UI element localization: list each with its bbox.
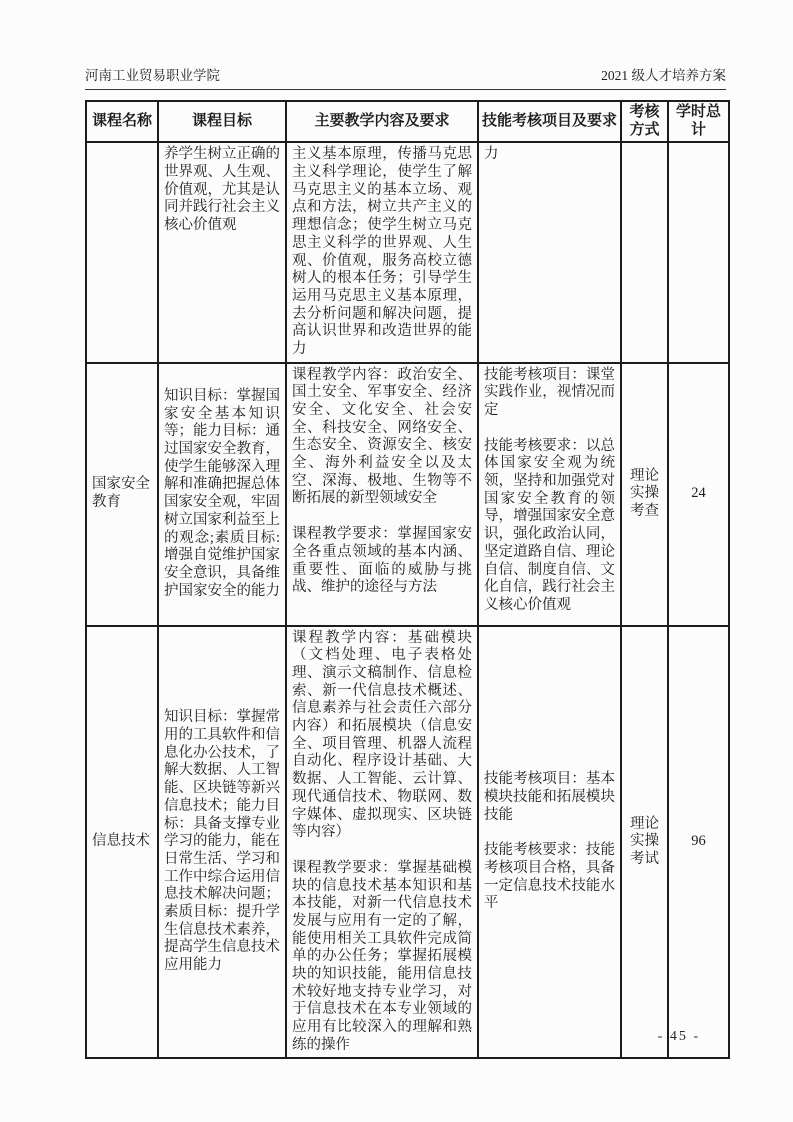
header-program-title: 2021 级人才培养方案 [601,68,726,83]
assessment-method-cell: 理论实操考试 [621,626,668,1059]
paragraph: 技能考核要求：以总体国家安全观为统领，坚持和加强党对国家安全教育的领导，增强国家安全意识，强化政治认同，坚定道路自信、理论自信、制度自信、文化自信，践行社会主义核心价值观 [484,437,615,613]
column-header-course-name: 课程名称 [86,101,158,142]
curriculum-table [85,100,730,1059]
total-hours-cell: 96 [668,626,729,1059]
paragraph: 主义基本原理，传播马克思主义科学理论，使学生了解马克思主义的基本立场、观点和方法，树立共产主义的理想信念；使学生树立马克思主义科学的世界观、人生观、价值观，服务高校立德树人的根本任务；引导学生运用马克思主义基本原理，去分析问题和解决问题，提高认识世界和改造世界的能力 [292,146,472,357]
header-institution: 河南工业贸易职业学院 [85,68,220,83]
page-number: - 45 - [657,1029,700,1044]
column-header-assessment: 技能考核项目及要求 [478,101,621,142]
course-name-cell: 国家安全教育 [86,363,158,626]
paragraph: 知识目标：掌握国家安全基本知识等；能力目标：通过国家安全教育，使学生能够深入理解和准确把握总体国家安全观，牢固树立国家利益至上的观念;素质目标:增强自觉维护国家安全意识，具备维护国家安全的能力 [164,388,280,599]
course-objectives-cell [158,363,286,626]
column-header-objectives: 课程目标 [158,101,286,142]
total-hours-cell [668,142,729,362]
course-objectives-cell [158,142,286,362]
assessment-method-cell [621,142,668,362]
paragraph: 课程教学内容：政治安全、国土安全、军事安全、经济安全、文化安全、社会安全、科技安全、网络安全、生态安全、资源安全、核安全、海外利益安全以及太空、深海、极地、生物等不断拓展的新型领域安全 [292,366,472,507]
course-name-cell [86,142,158,362]
table-header-row [86,101,729,142]
column-header-content: 主要教学内容及要求 [286,101,478,142]
table-row [86,142,729,362]
paragraph: 知识目标：掌握常用的工具软件和信息化办公技术，了解大数据、人工智能、区块链等新兴信息技术；能力目标：具备支撑专业学习的能力，能在日常生活、学习和工作中综合运用信息技术解决问题；素质目标：提升学生信息技术素养，提高学生信息技术应用能力 [164,709,280,973]
paragraph: 课程教学要求：掌握基础模块的信息技术基本知识和基本技能，对新一代信息技术发展与应用有一定的了解，能使用相关工具软件完成简单的办公任务；掌握拓展模块的知识技能，能用信息技术较好地支持专业学习，对于信息技术在本专业领域的应用有比较深入的理解和熟练的操作 [292,859,472,1053]
paragraph: 养学生树立正确的世界观、人生观、价值观，尤其是认同并践行社会主义核心价值观 [164,146,280,234]
table-row [86,626,729,1059]
course-objectives-cell [158,626,286,1059]
teaching-content-cell [286,363,478,626]
skill-assessment-cell [478,363,621,626]
assessment-method-cell: 理论实操考查 [621,363,668,626]
column-header-method: 考核方式 [621,101,668,142]
total-hours-cell: 24 [668,363,729,626]
paragraph: 技能考核项目：基本模块技能和拓展模块技能 [484,771,615,823]
skill-assessment-cell [478,142,621,362]
paragraph: 课程教学要求：掌握国家安全各重点领域的基本内涵、重要性、面临的威胁与挑战、维护的途径与方法 [292,526,472,596]
table-row [86,363,729,626]
paragraph: 技能考核要求：技能考核项目合格，具备一定信息技术技能水平 [484,842,615,912]
paragraph: 技能考核项目：课堂实践作业，视情况而定 [484,366,615,418]
paragraph: 力 [484,146,499,163]
teaching-content-cell [286,142,478,362]
page-header [85,64,726,90]
column-header-hours: 学时总计 [668,101,729,142]
teaching-content-cell [286,626,478,1059]
paragraph: 课程教学内容：基础模块（文档处理、电子表格处理、演示文稿制作、信息检索、新一代信息技术概述、信息素养与社会责任六部分内容）和拓展模块（信息安全、项目管理、机器人流程自动化、程序设计基础、大数据、人工智能、云计算、现代通信技术、物联网、数字媒体、虚拟现实、区块链等内容） [292,629,472,841]
course-name-cell: 信息技术 [86,626,158,1059]
skill-assessment-cell [478,626,621,1059]
